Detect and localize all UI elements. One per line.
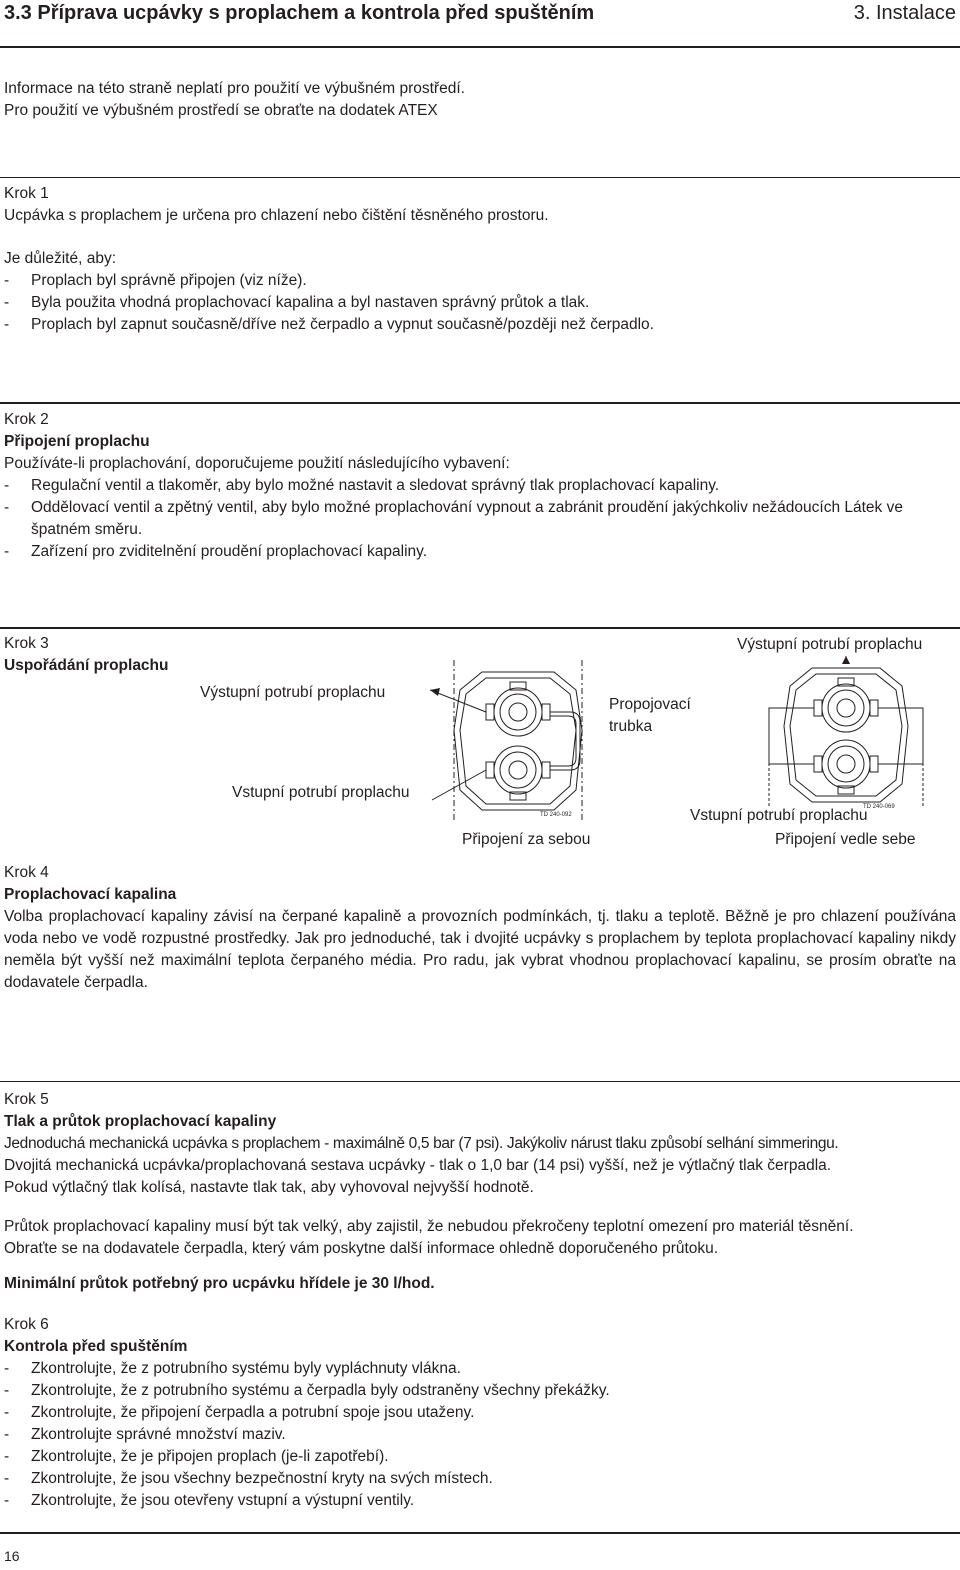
step2-section xyxy=(4,409,954,563)
step3-rule xyxy=(0,627,960,629)
step5-p1-line: Jednoduchá mechanická ucpávka s proplachem - maximálně 0,5 bar (7 psi). Jakýkoliv nárust tlaku způsobí selhání simmeringu. xyxy=(4,1135,839,1152)
step2-intro: Používáte-li proplachování, doporučujeme použití následujícího vybavení: xyxy=(4,455,510,472)
footer-rule xyxy=(0,1532,960,1534)
step5-heading: Krok 5 xyxy=(4,1091,49,1108)
chapter-label: 3. Instalace xyxy=(853,2,956,24)
series-connection-diagram xyxy=(430,660,620,825)
step1-rule xyxy=(0,177,960,178)
step1-item: - Proplach byl správně připojen (viz níže). xyxy=(4,272,307,289)
step3-subheading: Uspořádání proplachu xyxy=(4,657,169,674)
step6-item: - Zkontrolujte, že je připojen proplach (je-li zapotřebí). xyxy=(4,1448,389,1465)
step1-item: - Proplach byl zapnut současně/dříve než čerpadlo a vypnut současně/později než čerpadlo. xyxy=(4,316,654,333)
left-caption: Připojení za sebou xyxy=(462,831,591,848)
step1-heading: Krok 1 xyxy=(4,185,49,202)
step5-p2-line: Průtok proplachovací kapaliny musí být tak velký, aby zajistil, že nebudou překročeny teplotní omezení pro materiál těsnění. xyxy=(4,1218,854,1235)
page-number: 16 xyxy=(4,1548,20,1564)
left-diagram-code: TD 240-092 xyxy=(540,812,572,818)
step6-item: - Zkontrolujte, že jsou všechny bezpečnostní kryty na svých místech. xyxy=(4,1470,493,1487)
left-outlet-label: Výstupní potrubí proplachu xyxy=(200,684,386,701)
step4-heading: Krok 4 xyxy=(4,864,49,881)
step2-subheading: Připojení proplachu xyxy=(4,433,150,450)
step5-p1-line: Dvojitá mechanická ucpávka/proplachovaná sestava ucpávky - tlak o 1,0 bar (14 psi) vyšší, než je výtlačný tlak čerpadla. xyxy=(4,1157,832,1174)
step6-section xyxy=(4,1314,956,1512)
parallel-connection-diagram xyxy=(755,656,945,816)
step2-item: - Regulační ventil a tlakoměr, aby bylo možné nastavit a sledovat správný tlak proplachovací kapaliny. xyxy=(4,477,720,494)
page-title: 3.3 Příprava ucpávky s proplachem a kontrola před spuštěním xyxy=(4,2,595,24)
step1-text: Ucpávka s proplachem je určena pro chlazení nebo čištění těsněného prostoru. xyxy=(4,207,549,224)
step4-section xyxy=(4,862,956,994)
step6-item: - Zkontrolujte, že z potrubního systému byly vypláchnuty vlákna. xyxy=(4,1360,461,1377)
step5-rule xyxy=(0,1081,960,1082)
step6-heading: Krok 6 xyxy=(4,1316,49,1333)
step6-subheading: Kontrola před spuštěním xyxy=(4,1338,188,1355)
step1-section xyxy=(4,183,954,336)
step2-rule xyxy=(0,402,960,404)
header-rule xyxy=(0,46,960,48)
step3-section xyxy=(4,633,169,677)
step4-text: Volba proplachovací kapaliny závisí na čerpané kapalině a provozních podmínkách, tj. tlaku a teplotě. Běžně je pro chlazení používána voda nebo ve vodě rozpustné prostředky. Jak pro jednoduché, tak i dvojité ucpávky s proplachem by teplota proplachovací kapaliny nikdy neměla být vyšší než maximální teplota čerpaného média. Pro radu, jak vybrat vhodnou proplachovací kapalinu, se prosím obraťte na dodavatele čerpadla. xyxy=(4,908,956,991)
right-outlet-label: Výstupní potrubí proplachu xyxy=(737,636,923,653)
step5-p2-line: Obraťte se na dodavatele čerpadla, který vám poskytne další informace ohledně doporučeného průtoku. xyxy=(4,1240,719,1257)
left-pipe-label: Propojovací trubka xyxy=(609,696,691,735)
step4-subheading: Proplachovací kapalina xyxy=(4,886,177,903)
left-inlet-label: Vstupní potrubí proplachu xyxy=(232,784,410,801)
step5-section xyxy=(4,1089,956,1295)
atex-notice xyxy=(4,78,465,122)
right-caption: Připojení vedle sebe xyxy=(775,831,916,848)
step2-heading: Krok 2 xyxy=(4,411,49,428)
notice-line-1: Informace na této straně neplatí pro použití ve výbušném prostředí. xyxy=(4,80,465,97)
step1-important: Je důležité, aby: xyxy=(4,250,117,267)
right-diagram-code: TD 240-069 xyxy=(863,804,895,810)
step2-item: - Zařízení pro zviditelnění proudění proplachovací kapaliny. xyxy=(4,543,428,560)
step2-item: - Oddělovací ventil a zpětný ventil, aby bylo možné proplachování vypnout a zabránit proudění jakýchkoliv nežádoucích Látek ve špatném směru. xyxy=(4,499,903,538)
step6-item: - Zkontrolujte správné množství maziv. xyxy=(4,1426,286,1443)
step5-p1-line: Pokud výtlačný tlak kolísá, nastavte tlak tak, aby vyhovoval nejvyšší hodnotě. xyxy=(4,1179,534,1196)
step6-item: - Zkontrolujte, že jsou otevřeny vstupní a výstupní ventily. xyxy=(4,1492,415,1509)
right-inlet-label: Vstupní potrubí proplachu xyxy=(690,807,868,824)
step1-item: - Byla použita vhodná proplachovací kapalina a byl nastaven správný průtok a tlak. xyxy=(4,294,590,311)
step5-minimum: Minimální průtok potřebný pro ucpávku hřídele je 30 l/hod. xyxy=(4,1275,435,1292)
step3-heading: Krok 3 xyxy=(4,635,49,652)
step6-item: - Zkontrolujte, že z potrubního systému a čerpadla byly odstraněny všechny překážky. xyxy=(4,1382,610,1399)
notice-line-2: Pro použití ve výbušném prostředí se obraťte na dodatek ATEX xyxy=(4,102,438,119)
step6-item: - Zkontrolujte, že připojení čerpadla a potrubní spoje jsou utaženy. xyxy=(4,1404,475,1421)
step5-subheading: Tlak a průtok proplachovací kapaliny xyxy=(4,1113,277,1130)
